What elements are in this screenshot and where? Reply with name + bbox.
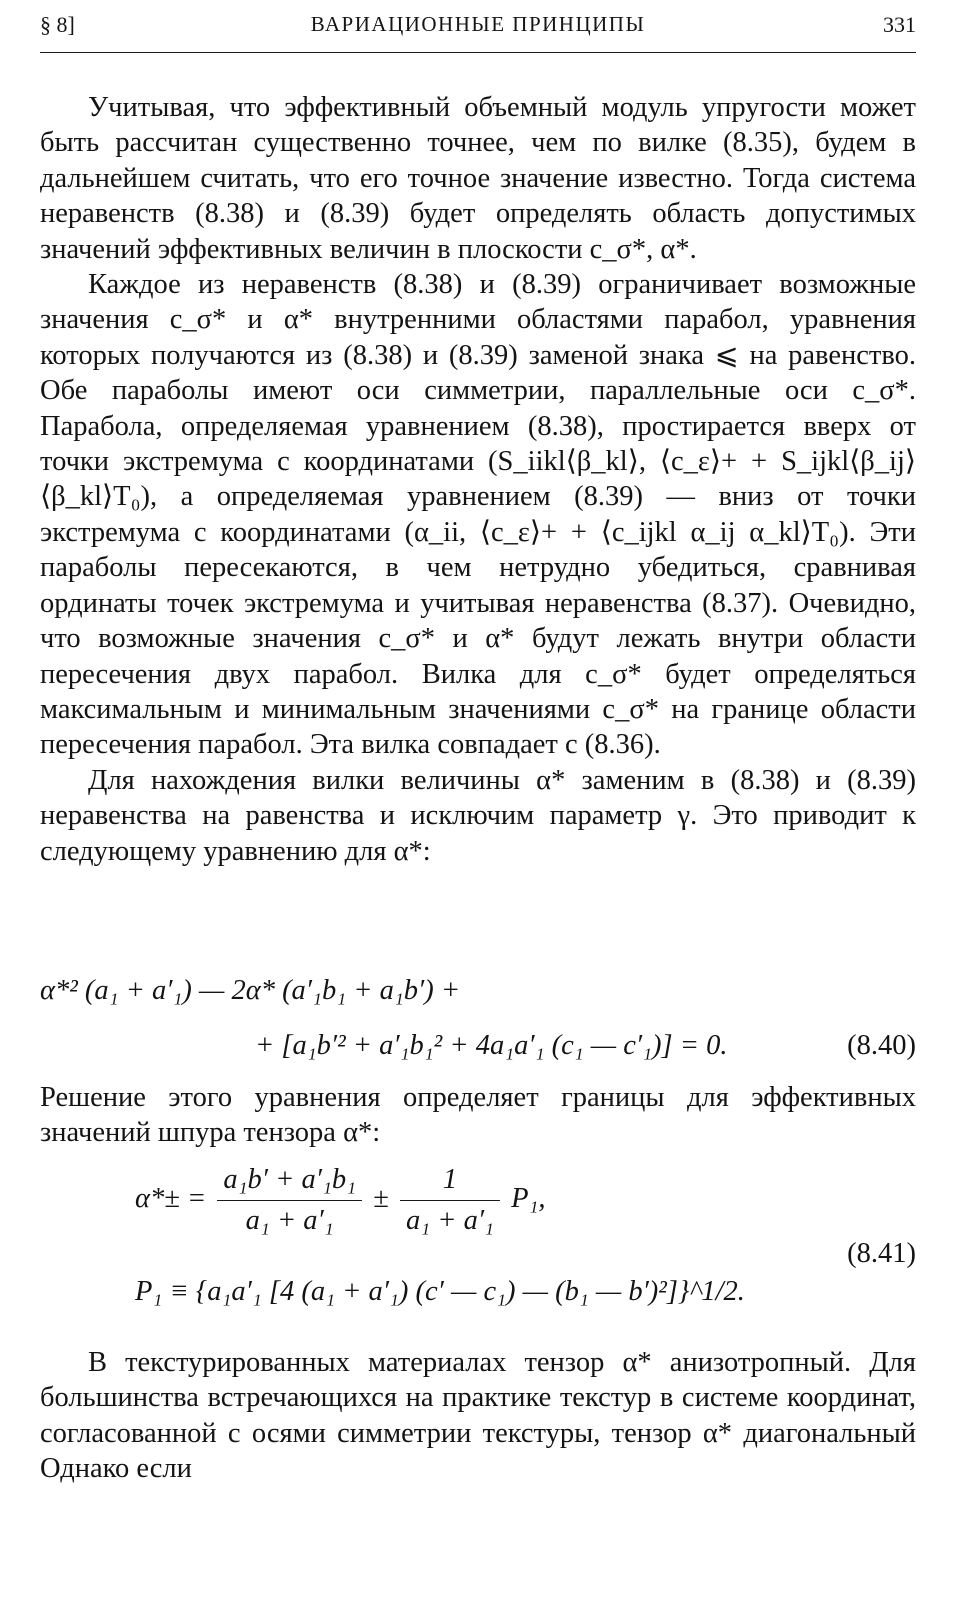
header-section: § 8] — [40, 12, 75, 37]
paragraph-3: Для нахождения вилки величины α* заменим в (8.38) и (8.39) неравенства на равенства и исключим параметр γ. Это приводит к следующему уравнению для α*: — [40, 764, 916, 867]
equation-8-41-line-2: P₁ ≡ {a₁a′₁ [4 (a₁ + a′₁) (c′ — c₁) — (b₁ — b′)²]}^1/2. — [135, 1276, 745, 1307]
plus-minus: ± — [373, 1183, 389, 1215]
fraction-1 — [217, 1160, 362, 1241]
equation-number-8-41: (8.41) — [847, 1238, 916, 1269]
equation-8-41-line-1 — [135, 1160, 546, 1241]
text-block-1 — [40, 90, 916, 869]
book-page — [40, 0, 916, 1600]
fraction-2-numerator: 1 — [400, 1160, 500, 1201]
paragraph-4: Решение этого уравнения определяет границы для эффективных значений шпура тензора α*: — [40, 1082, 916, 1149]
equation-8-41-tail: P₁, — [511, 1183, 546, 1215]
paragraph-2: Каждое из неравенств (8.38) и (8.39) ограничивает возможные значения c_σ* и α* внутренними областями парабол, уравнения которых получаются из (8.38) и (8.39) заменой знака ⩽ на равенство. Обе параболы имеют оси симметрии, параллельные оси c_σ*. Парабола, определяемая уравнением (8.38), простирается вверх от точки экстремума с координатами (S_iikl⟨β_kl⟩, ⟨c_ε⟩+ + S_ijkl⟨β_ij⟩⟨β_kl⟩T₀), а определяемая уравнением (8.39) — вниз от точки экстремума с координатами (α_ii, ⟨c_ε⟩+ + ⟨c_ijkl α_ij α_kl⟩T₀). Эти параболы пересекаются, в чем нетрудно убедиться, сравнивая ординаты точек экстремума и учитывая неравенства (8.37). Очевидно, что возможные значения c_σ* и α* будут лежать внутри области пересечения двух парабол. Вилка для c_σ* будет определяться максимальным и минимальным значениями c_σ* на границе области пересечения парабол. Эта вилка совпадает с (8.36). — [40, 269, 916, 761]
equation-8-40-line-2: + [a₁b′² + a′₁b₁² + 4a₁a′₁ (c₁ — c′₁)] = 0. — [255, 1030, 728, 1061]
running-header — [40, 12, 916, 48]
fraction-2 — [400, 1160, 500, 1241]
equation-8-41-lhs: α*± = — [135, 1183, 207, 1215]
fraction-2-denominator: a₁ + a′₁ — [405, 1205, 494, 1236]
text-block-2 — [40, 1080, 916, 1151]
text-block-3 — [40, 1345, 916, 1487]
header-page-number: 331 — [883, 12, 916, 37]
equation-8-40-line-1: α*² (a₁ + a′₁) — 2α* (a′₁b₁ + a₁b′) + — [40, 975, 461, 1006]
paragraph-1: Учитывая, что эффективный объемный модуль упругости может быть рассчитан существенно точнее, чем по вилке (8.35), будем в дальнейшем считать, что его точное значение известно. Тогда система неравенств (8.38) и (8.39) будет определять область допустимых значений эффективных величин в плоскости c_σ*, α*. — [40, 92, 916, 265]
equation-number-8-40: (8.40) — [847, 1030, 916, 1061]
paragraph-5: В текстурированных материалах тензор α* анизотропный. Для большинства встречающихся на практике текстур в системе координат, согласованной с осями симметрии текстуры, тензор α* диагональный Однако если — [40, 1347, 916, 1485]
header-title: ВАРИАЦИОННЫЕ ПРИНЦИПЫ — [310, 12, 646, 36]
header-rule — [40, 52, 916, 53]
fraction-1-denominator: a₁ + a′₁ — [245, 1205, 334, 1236]
fraction-1-numerator: a₁b′ + a′₁b₁ — [217, 1160, 362, 1201]
